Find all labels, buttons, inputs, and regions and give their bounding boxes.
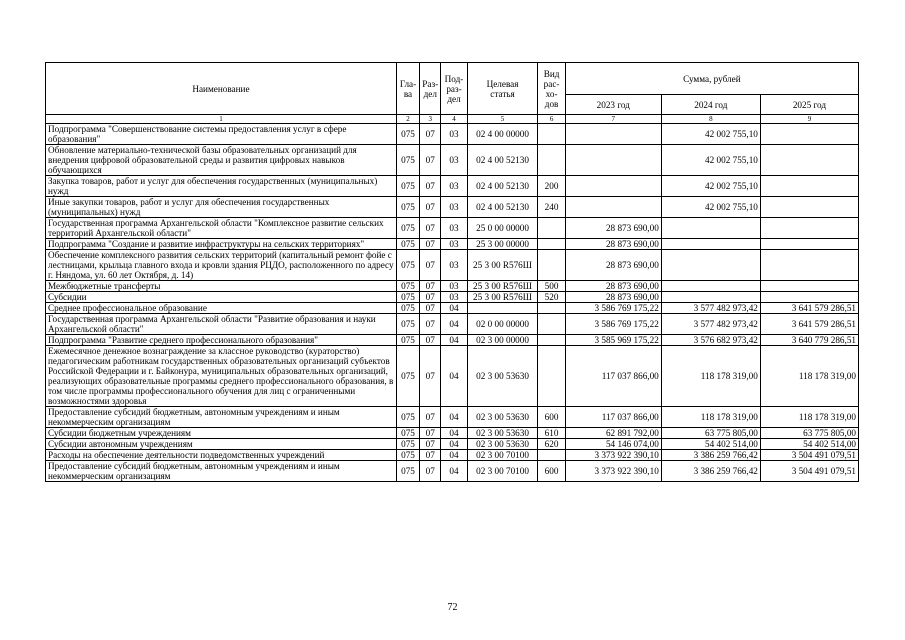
row-expense-type xyxy=(538,314,565,335)
row-subsection: 03 xyxy=(441,176,467,197)
row-subsection: 04 xyxy=(441,407,467,428)
row-sum-2023 xyxy=(565,145,661,176)
row-sum-2025 xyxy=(760,292,858,303)
row-sum-2024: 63 775 805,00 xyxy=(661,428,760,439)
header-year-2023: 2023 год xyxy=(565,95,661,115)
row-sum-2025 xyxy=(760,176,858,197)
row-expense-type xyxy=(538,145,565,176)
table-row xyxy=(46,461,859,482)
row-name: Ежемесячное денежное вознаграждение за классное руководство (кураторство) педагогическим работникам государственных образовательных организаций субъектов Российской Федерации и г. Байконура, муниципальных образовательных организаций, реализующих образовательные программы среднего профессионального образования, в том числе программы профессионального обучения для лиц с ограниченными возможностями здоровья xyxy=(46,346,397,407)
row-name: Закупка товаров, работ и услуг для обеспечения государственных (муниципальных) нужд xyxy=(46,176,397,197)
row-section: 07 xyxy=(420,407,441,428)
row-chapter: 075 xyxy=(396,428,419,439)
row-section: 07 xyxy=(420,428,441,439)
row-target: 02 0 00 00000 xyxy=(467,314,538,335)
row-sum-2024: 3 576 682 973,42 xyxy=(661,335,760,346)
row-subsection: 04 xyxy=(441,428,467,439)
row-chapter: 075 xyxy=(396,346,419,407)
table-row xyxy=(46,335,859,346)
row-name: Субсидии автономным учреждениям xyxy=(46,439,397,450)
row-target: 02 3 00 53630 xyxy=(467,439,538,450)
row-section: 07 xyxy=(420,239,441,250)
row-sum-2025: 3 641 579 286,51 xyxy=(760,303,858,314)
row-sum-2025: 3 641 579 286,51 xyxy=(760,314,858,335)
page-number: 72 xyxy=(447,602,458,613)
row-chapter: 075 xyxy=(396,314,419,335)
row-sum-2024: 42 002 755,10 xyxy=(661,197,760,218)
table-row xyxy=(46,450,859,461)
row-target: 25 0 00 00000 xyxy=(467,218,538,239)
row-sum-2025 xyxy=(760,145,858,176)
column-number: 1 xyxy=(46,115,397,124)
row-chapter: 075 xyxy=(396,124,419,145)
row-expense-type xyxy=(538,450,565,461)
row-sum-2023: 3 373 922 390,10 xyxy=(565,450,661,461)
table-row xyxy=(46,428,859,439)
row-sum-2025: 63 775 805,00 xyxy=(760,428,858,439)
row-subsection: 03 xyxy=(441,218,467,239)
row-sum-2025 xyxy=(760,218,858,239)
column-number: 6 xyxy=(538,115,565,124)
row-subsection: 03 xyxy=(441,292,467,303)
row-subsection: 04 xyxy=(441,346,467,407)
row-expense-type: 600 xyxy=(538,461,565,482)
row-subsection: 04 xyxy=(441,461,467,482)
row-chapter: 075 xyxy=(396,197,419,218)
row-expense-type: 620 xyxy=(538,439,565,450)
row-sum-2025: 54 402 514,00 xyxy=(760,439,858,450)
row-subsection: 04 xyxy=(441,450,467,461)
row-expense-type: 500 xyxy=(538,281,565,292)
header-name: Наименование xyxy=(46,63,397,115)
row-chapter: 075 xyxy=(396,250,419,281)
row-section: 07 xyxy=(420,303,441,314)
header-chapter: Гла- ва xyxy=(396,63,419,115)
table-row xyxy=(46,314,859,335)
row-subsection: 04 xyxy=(441,303,467,314)
row-sum-2023: 117 037 866,00 xyxy=(565,407,661,428)
column-number: 4 xyxy=(441,115,467,124)
row-sum-2023: 28 873 690,00 xyxy=(565,250,661,281)
row-target: 25 3 00 00000 xyxy=(467,239,538,250)
row-sum-2024: 118 178 319,00 xyxy=(661,346,760,407)
row-target: 25 3 00 R576Ш xyxy=(467,292,538,303)
row-target: 02 4 00 52130 xyxy=(467,176,538,197)
row-sum-2023 xyxy=(565,197,661,218)
row-name: Государственная программа Архангельской области "Развитие образования и науки Архангельской области" xyxy=(46,314,397,335)
row-section: 07 xyxy=(420,281,441,292)
header-sum: Сумма, рублей xyxy=(565,63,858,95)
row-chapter: 075 xyxy=(396,145,419,176)
header-target: Целевая статья xyxy=(467,63,538,115)
row-name: Предоставление субсидий бюджетным, автономным учреждениям и иным некоммерческим организациям xyxy=(46,407,397,428)
row-sum-2025 xyxy=(760,124,858,145)
row-name: Субсидии xyxy=(46,292,397,303)
row-expense-type: 600 xyxy=(538,407,565,428)
row-sum-2023 xyxy=(565,176,661,197)
row-section: 07 xyxy=(420,461,441,482)
row-expense-type: 520 xyxy=(538,292,565,303)
row-sum-2024 xyxy=(661,218,760,239)
table-row xyxy=(46,197,859,218)
row-name: Подпрограмма "Развитие среднего профессионального образования" xyxy=(46,335,397,346)
row-chapter: 075 xyxy=(396,303,419,314)
row-section: 07 xyxy=(420,176,441,197)
row-sum-2023: 62 891 792,00 xyxy=(565,428,661,439)
table-row xyxy=(46,439,859,450)
row-name: Субсидии бюджетным учреждениям xyxy=(46,428,397,439)
row-target: 02 3 00 53630 xyxy=(467,346,538,407)
row-sum-2023: 3 586 769 175,22 xyxy=(565,314,661,335)
row-section: 07 xyxy=(420,250,441,281)
row-sum-2024: 3 577 482 973,42 xyxy=(661,303,760,314)
row-section: 07 xyxy=(420,197,441,218)
row-sum-2025: 3 640 779 286,51 xyxy=(760,335,858,346)
table-row xyxy=(46,124,859,145)
row-chapter: 075 xyxy=(396,335,419,346)
row-chapter: 075 xyxy=(396,281,419,292)
row-expense-type xyxy=(538,250,565,281)
row-sum-2023: 3 585 969 175,22 xyxy=(565,335,661,346)
row-subsection: 03 xyxy=(441,145,467,176)
row-name: Расходы на обеспечение деятельности подведомственных учреждений xyxy=(46,450,397,461)
row-chapter: 075 xyxy=(396,450,419,461)
row-target: 02 3 00 00000 xyxy=(467,335,538,346)
header-year-2024: 2024 год xyxy=(661,95,760,115)
row-expense-type xyxy=(538,335,565,346)
row-sum-2024 xyxy=(661,239,760,250)
row-sum-2025 xyxy=(760,250,858,281)
row-expense-type xyxy=(538,239,565,250)
row-sum-2024 xyxy=(661,292,760,303)
row-sum-2023: 3 373 922 390,10 xyxy=(565,461,661,482)
row-subsection: 03 xyxy=(441,239,467,250)
row-expense-type xyxy=(538,124,565,145)
row-section: 07 xyxy=(420,124,441,145)
row-expense-type: 200 xyxy=(538,176,565,197)
row-section: 07 xyxy=(420,218,441,239)
row-chapter: 075 xyxy=(396,439,419,450)
row-sum-2024: 42 002 755,10 xyxy=(661,176,760,197)
row-sum-2023: 28 873 690,00 xyxy=(565,292,661,303)
row-target: 02 4 00 52130 xyxy=(467,197,538,218)
row-sum-2023: 28 873 690,00 xyxy=(565,239,661,250)
row-section: 07 xyxy=(420,346,441,407)
budget-table xyxy=(45,62,859,482)
row-expense-type xyxy=(538,218,565,239)
row-section: 07 xyxy=(420,335,441,346)
row-sum-2025: 3 504 491 079,51 xyxy=(760,461,858,482)
row-expense-type: 240 xyxy=(538,197,565,218)
row-target: 02 3 00 70100 xyxy=(467,461,538,482)
row-sum-2023: 117 037 866,00 xyxy=(565,346,661,407)
header-section: Раз- дел xyxy=(420,63,441,115)
row-subsection: 04 xyxy=(441,314,467,335)
row-chapter: 075 xyxy=(396,407,419,428)
row-subsection: 04 xyxy=(441,335,467,346)
table-row xyxy=(46,346,859,407)
row-expense-type xyxy=(538,346,565,407)
row-chapter: 075 xyxy=(396,292,419,303)
table-row xyxy=(46,303,859,314)
table-row xyxy=(46,250,859,281)
row-sum-2023: 3 586 769 175,22 xyxy=(565,303,661,314)
row-chapter: 075 xyxy=(396,176,419,197)
table-row xyxy=(46,407,859,428)
row-sum-2025: 118 178 319,00 xyxy=(760,346,858,407)
row-sum-2024: 3 386 259 766,42 xyxy=(661,461,760,482)
row-chapter: 075 xyxy=(396,461,419,482)
row-subsection: 04 xyxy=(441,439,467,450)
row-section: 07 xyxy=(420,450,441,461)
row-sum-2024: 42 002 755,10 xyxy=(661,124,760,145)
row-sum-2024 xyxy=(661,281,760,292)
row-sum-2023: 28 873 690,00 xyxy=(565,281,661,292)
row-target xyxy=(467,303,538,314)
row-section: 07 xyxy=(420,314,441,335)
row-target: 02 3 00 70100 xyxy=(467,450,538,461)
row-name: Подпрограмма "Создание и развитие инфраструктуры на сельских территориях" xyxy=(46,239,397,250)
table-row xyxy=(46,218,859,239)
row-name: Предоставление субсидий бюджетным, автономным учреждениям и иным некоммерческим организациям xyxy=(46,461,397,482)
row-chapter: 075 xyxy=(396,218,419,239)
row-chapter: 075 xyxy=(396,239,419,250)
row-name: Обновление материально-технической базы образовательных организаций для внедрения цифровой образовательной среды и развития цифровых навыков обучающихся xyxy=(46,145,397,176)
row-target: 02 3 00 53630 xyxy=(467,428,538,439)
table-row xyxy=(46,176,859,197)
table-row xyxy=(46,145,859,176)
table-row xyxy=(46,281,859,292)
row-name: Государственная программа Архангельской области "Комплексное развитие сельских территорий Архангельской области" xyxy=(46,218,397,239)
column-number: 9 xyxy=(760,115,858,124)
column-number: 7 xyxy=(565,115,661,124)
row-sum-2024: 118 178 319,00 xyxy=(661,407,760,428)
header-year-2025: 2025 год xyxy=(760,95,858,115)
row-name: Подпрограмма "Совершенствование системы предоставления услуг в сфере образования" xyxy=(46,124,397,145)
row-subsection: 03 xyxy=(441,197,467,218)
row-sum-2025 xyxy=(760,197,858,218)
row-expense-type: 610 xyxy=(538,428,565,439)
row-expense-type xyxy=(538,303,565,314)
row-sum-2024: 3 386 259 766,42 xyxy=(661,450,760,461)
column-number: 2 xyxy=(396,115,419,124)
column-number: 8 xyxy=(661,115,760,124)
row-sum-2025 xyxy=(760,239,858,250)
row-section: 07 xyxy=(420,439,441,450)
row-sum-2024 xyxy=(661,250,760,281)
row-target: 02 4 00 00000 xyxy=(467,124,538,145)
row-name: Межбюджетные трансферты xyxy=(46,281,397,292)
row-name: Обеспечение комплексного развития сельских территорий (капитальный ремонт фойе с лестницами, крыльца главного входа и кровли здания РЦДО, расположенного по адресу г. Няндома, ул. 60 лет Октября, д. 14) xyxy=(46,250,397,281)
row-sum-2025: 3 504 491 079,51 xyxy=(760,450,858,461)
row-target: 25 3 00 R576Ш xyxy=(467,250,538,281)
table-row xyxy=(46,239,859,250)
row-name: Среднее профессиональное образование xyxy=(46,303,397,314)
row-sum-2023: 28 873 690,00 xyxy=(565,218,661,239)
header-subsection: Под- раз- дел xyxy=(441,63,467,115)
row-sum-2025: 118 178 319,00 xyxy=(760,407,858,428)
header-expense-type: Вид рас- хо- дов xyxy=(538,63,565,115)
row-sum-2025 xyxy=(760,281,858,292)
row-section: 07 xyxy=(420,145,441,176)
column-number: 5 xyxy=(467,115,538,124)
row-sum-2024: 54 402 514,00 xyxy=(661,439,760,450)
row-sum-2023 xyxy=(565,124,661,145)
column-number-row xyxy=(46,115,859,124)
row-sum-2023: 54 146 074,00 xyxy=(565,439,661,450)
row-subsection: 03 xyxy=(441,250,467,281)
row-sum-2024: 42 002 755,10 xyxy=(661,145,760,176)
row-subsection: 03 xyxy=(441,124,467,145)
row-target: 02 3 00 53630 xyxy=(467,407,538,428)
table-row xyxy=(46,292,859,303)
row-sum-2024: 3 577 482 973,42 xyxy=(661,314,760,335)
row-target: 02 4 00 52130 xyxy=(467,145,538,176)
row-section: 07 xyxy=(420,292,441,303)
row-subsection: 03 xyxy=(441,281,467,292)
row-name: Иные закупки товаров, работ и услуг для обеспечения государственных (муниципальных) нужд xyxy=(46,197,397,218)
column-number: 3 xyxy=(420,115,441,124)
row-target: 25 3 00 R576Ш xyxy=(467,281,538,292)
